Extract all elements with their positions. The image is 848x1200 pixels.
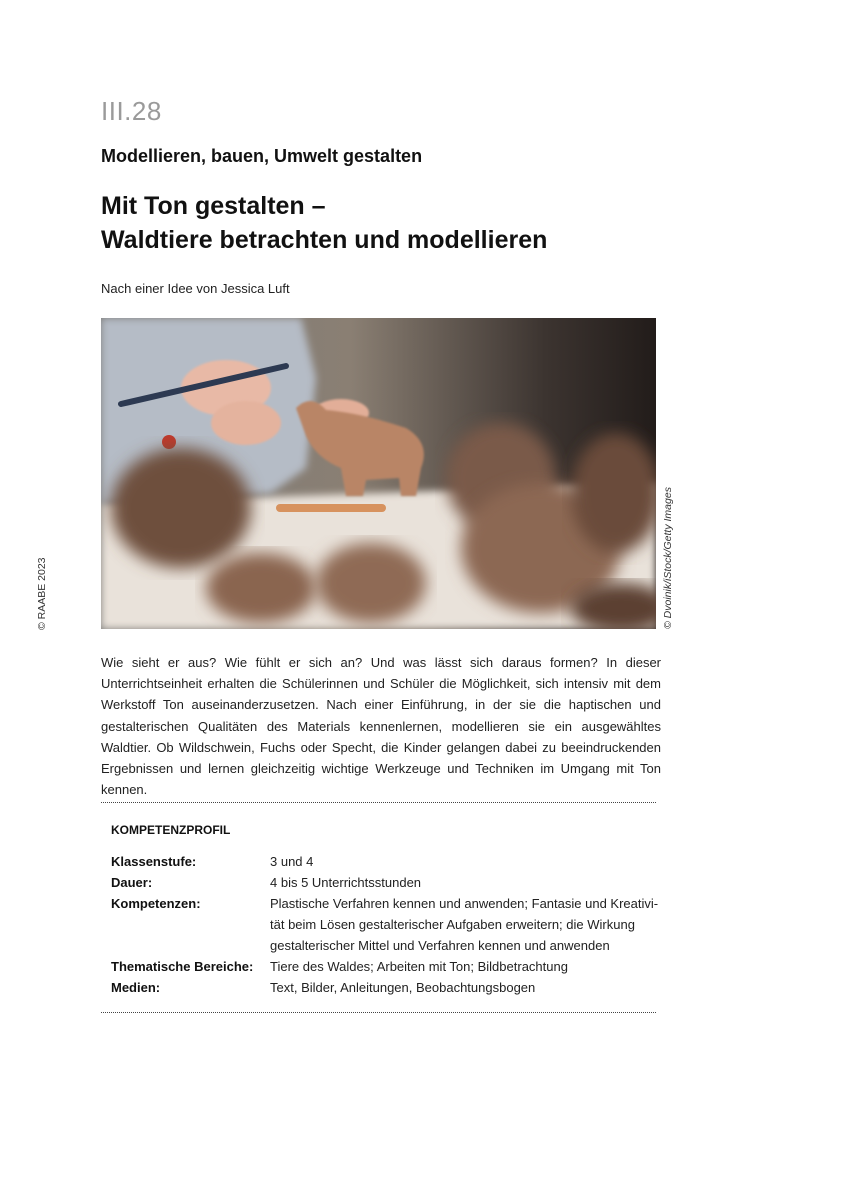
dotted-divider-top: [101, 802, 656, 803]
profile-value-line: gestalterischer Mittel und Verfahren kennen und anwenden: [270, 938, 610, 953]
photo-credit: © Dvoinik/iStock/Getty Images: [662, 487, 674, 629]
profile-value: [270, 893, 659, 956]
profile-value: [270, 956, 650, 977]
profile-value-line: tät beim Lösen gestalterischer Aufgaben erweitern; die Wirkung: [270, 917, 635, 932]
author-credit: Nach einer Idee von Jessica Luft: [101, 281, 290, 296]
profile-value-line: Text, Bilder, Anleitungen, Beobachtungsbogen: [270, 980, 536, 995]
profile-value: [270, 872, 650, 893]
page-title-line-1: Mit Ton gestalten –: [101, 192, 326, 220]
clay-animals-photo: [101, 318, 656, 629]
profile-value-line: Plastische Verfahren kennen und anwenden; Fantasie und Kreativi-: [270, 896, 659, 911]
profile-label: Kompetenzen:: [111, 896, 201, 911]
profile-label: Medien:: [111, 980, 161, 995]
profile-label: Klassenstufe:: [111, 854, 197, 869]
profile-value: [270, 977, 650, 998]
profile-label: Dauer:: [111, 875, 153, 890]
profile-value-line: Tiere des Waldes; Arbeiten mit Ton; Bildbetrachtung: [270, 959, 568, 974]
intro-paragraph: Wie sieht er aus? Wie fühlt er sich an? Und was lässt sich daraus formen? In dieser Unterrichtseinheit erhalten die Schülerinnen und Schüler die Möglichkeit, sich intensiv mit dem Werkstoff Ton auseinanderzusetzen. Nach einer Einführung, in der sie die haptischen und gestalterischen Qualitäten des Materials kennenlernen, modellieren sie ein ausgewähltes Waldtier. Ob Wildschwein, Fuchs oder Specht, die Kinder gelangen dabei zu beeindruckenden Ergebnissen und lernen gleichzeitig wichtige Werkzeuge und Techniken im Umgang mit Ton kennen.: [101, 655, 661, 798]
profile-value: [270, 851, 650, 872]
photo-illustration: [101, 318, 656, 629]
side-copyright: © RAABE 2023: [36, 557, 48, 630]
competency-profile-heading: KOMPETENZPROFIL: [111, 823, 231, 837]
chapter-number: III.28: [101, 96, 162, 126]
section-title: Modellieren, bauen, Umwelt gestalten: [101, 146, 423, 166]
dotted-divider-bottom: [101, 1012, 656, 1013]
profile-value-line: 3 und 4: [270, 854, 314, 869]
page-title-line-2: Waldtiere betrachten und modellieren: [101, 226, 548, 254]
profile-label: Thematische Bereiche:: [111, 959, 254, 974]
page-title: [101, 189, 547, 257]
profile-value-line: 4 bis 5 Unterrichtsstunden: [270, 875, 422, 890]
